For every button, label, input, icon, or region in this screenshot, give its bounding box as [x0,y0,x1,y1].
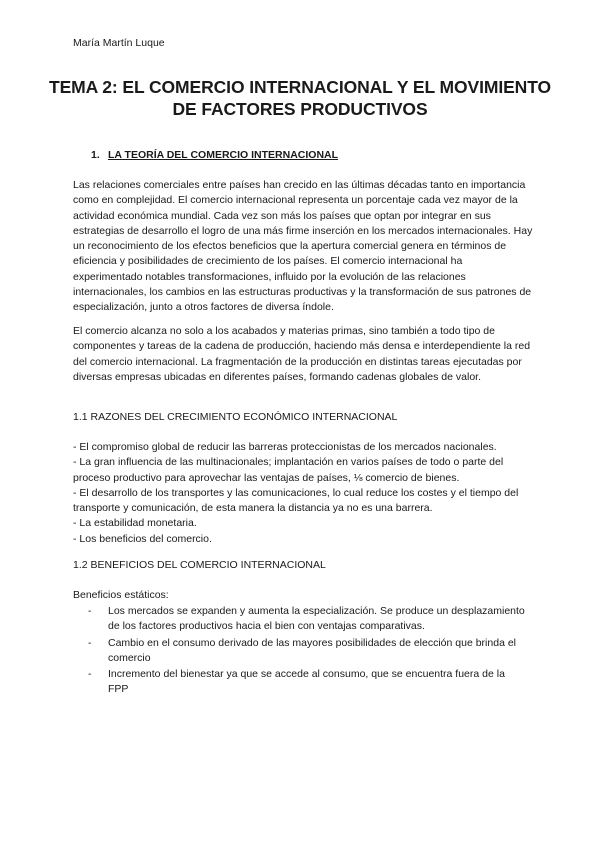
list-item: - El compromiso global de reducir las barreras proteccionistas de los mercados nacionales. [73,441,497,453]
list-item: - El desarrollo de los transportes y las comunicaciones, lo cual reduce los costes y el tiempo del transporte y comunicación, de esta manera la distancia ya no es una barrera. [73,486,519,515]
list-item [88,636,528,667]
bullet-marker: - [88,605,92,617]
list-item: - Los beneficios del comercio. [73,532,212,545]
paragraph: El comercio alcanza no solo a los acabados y materias primas, sino también a todo tipo de componentes y tareas de la cadena de producción, haciendo más densa e interdependiente la red del comercio internacional. La fragmentación de la producción en distintas tareas ejecutadas por diversas empresas ubicadas en diferentes países, formando cadenas globales de valor. [73,325,531,383]
section-number: 1. [91,149,100,161]
list-item-text: Los mercados se expanden y aumenta la especialización. Se produce un desplazamiento de los factores productivos hacia el bien con ventajas comparativas. [108,605,525,633]
paragraph: Las relaciones comerciales entre países han crecido en las últimas décadas tanto en importancia como en complejidad. El comercio internacional representa un porcentaje cada vez mayor de la actividad económica mundial. Cada vez son más los países que optan por integrar en sus estrategias de desarrollo el logro de una más firme inserción en los mercados internacionales. Hay un reconocimiento de los efectos beneficios que la apertura comercial genera en términos de eficiencia y posibilidades de crecimiento de los países. El comercio internacional ha experimentado notables transformaciones, influido por la evolución de las relaciones internacionales, los cambios en las estructuras productivas y la transformación de sus patrones de especialización, junto a otros factores de diversa índole. [73,179,533,314]
subsection-heading: 1.2 BENEFICIOS DEL COMERCIO INTERNACIONAL [73,559,326,571]
list-item-text: Cambio en el consumo derivado de las mayores posibilidades de elección que brinda el comercio [108,636,516,664]
subsection-heading: 1.1 RAZONES DEL CRECIMIENTO ECONÓMICO INTERNACIONAL [73,411,398,423]
list-item [88,667,528,698]
document-title: TEMA 2: EL COMERCIO INTERNACIONAL Y EL MOVIMIENTO DE FACTORES PRODUCTIVOS [48,77,551,119]
list-item: - La gran influencia de las multinacionales; implantación en varios países de todo o parte del proceso productivo para aprovechar las ventajas de países, ⅛ comercio de bienes. [73,456,504,484]
benefits-list [88,604,528,699]
list-item: - La estabilidad monetaria. [73,517,197,530]
bullet-marker: - [88,668,92,681]
section-heading-text: LA TEORÍA DEL COMERCIO INTERNACIONAL [108,149,339,161]
author-name: María Martín Luque [73,37,165,49]
list-item-text: Incremento del bienestar ya que se accede al consumo, que se encuentra fuera de la FPP [108,668,505,696]
section-heading [91,149,338,161]
reasons-list [73,440,533,547]
list-item [88,604,528,635]
static-benefits-title: Beneficios estáticos: [73,589,169,601]
bullet-marker: - [88,636,92,649]
